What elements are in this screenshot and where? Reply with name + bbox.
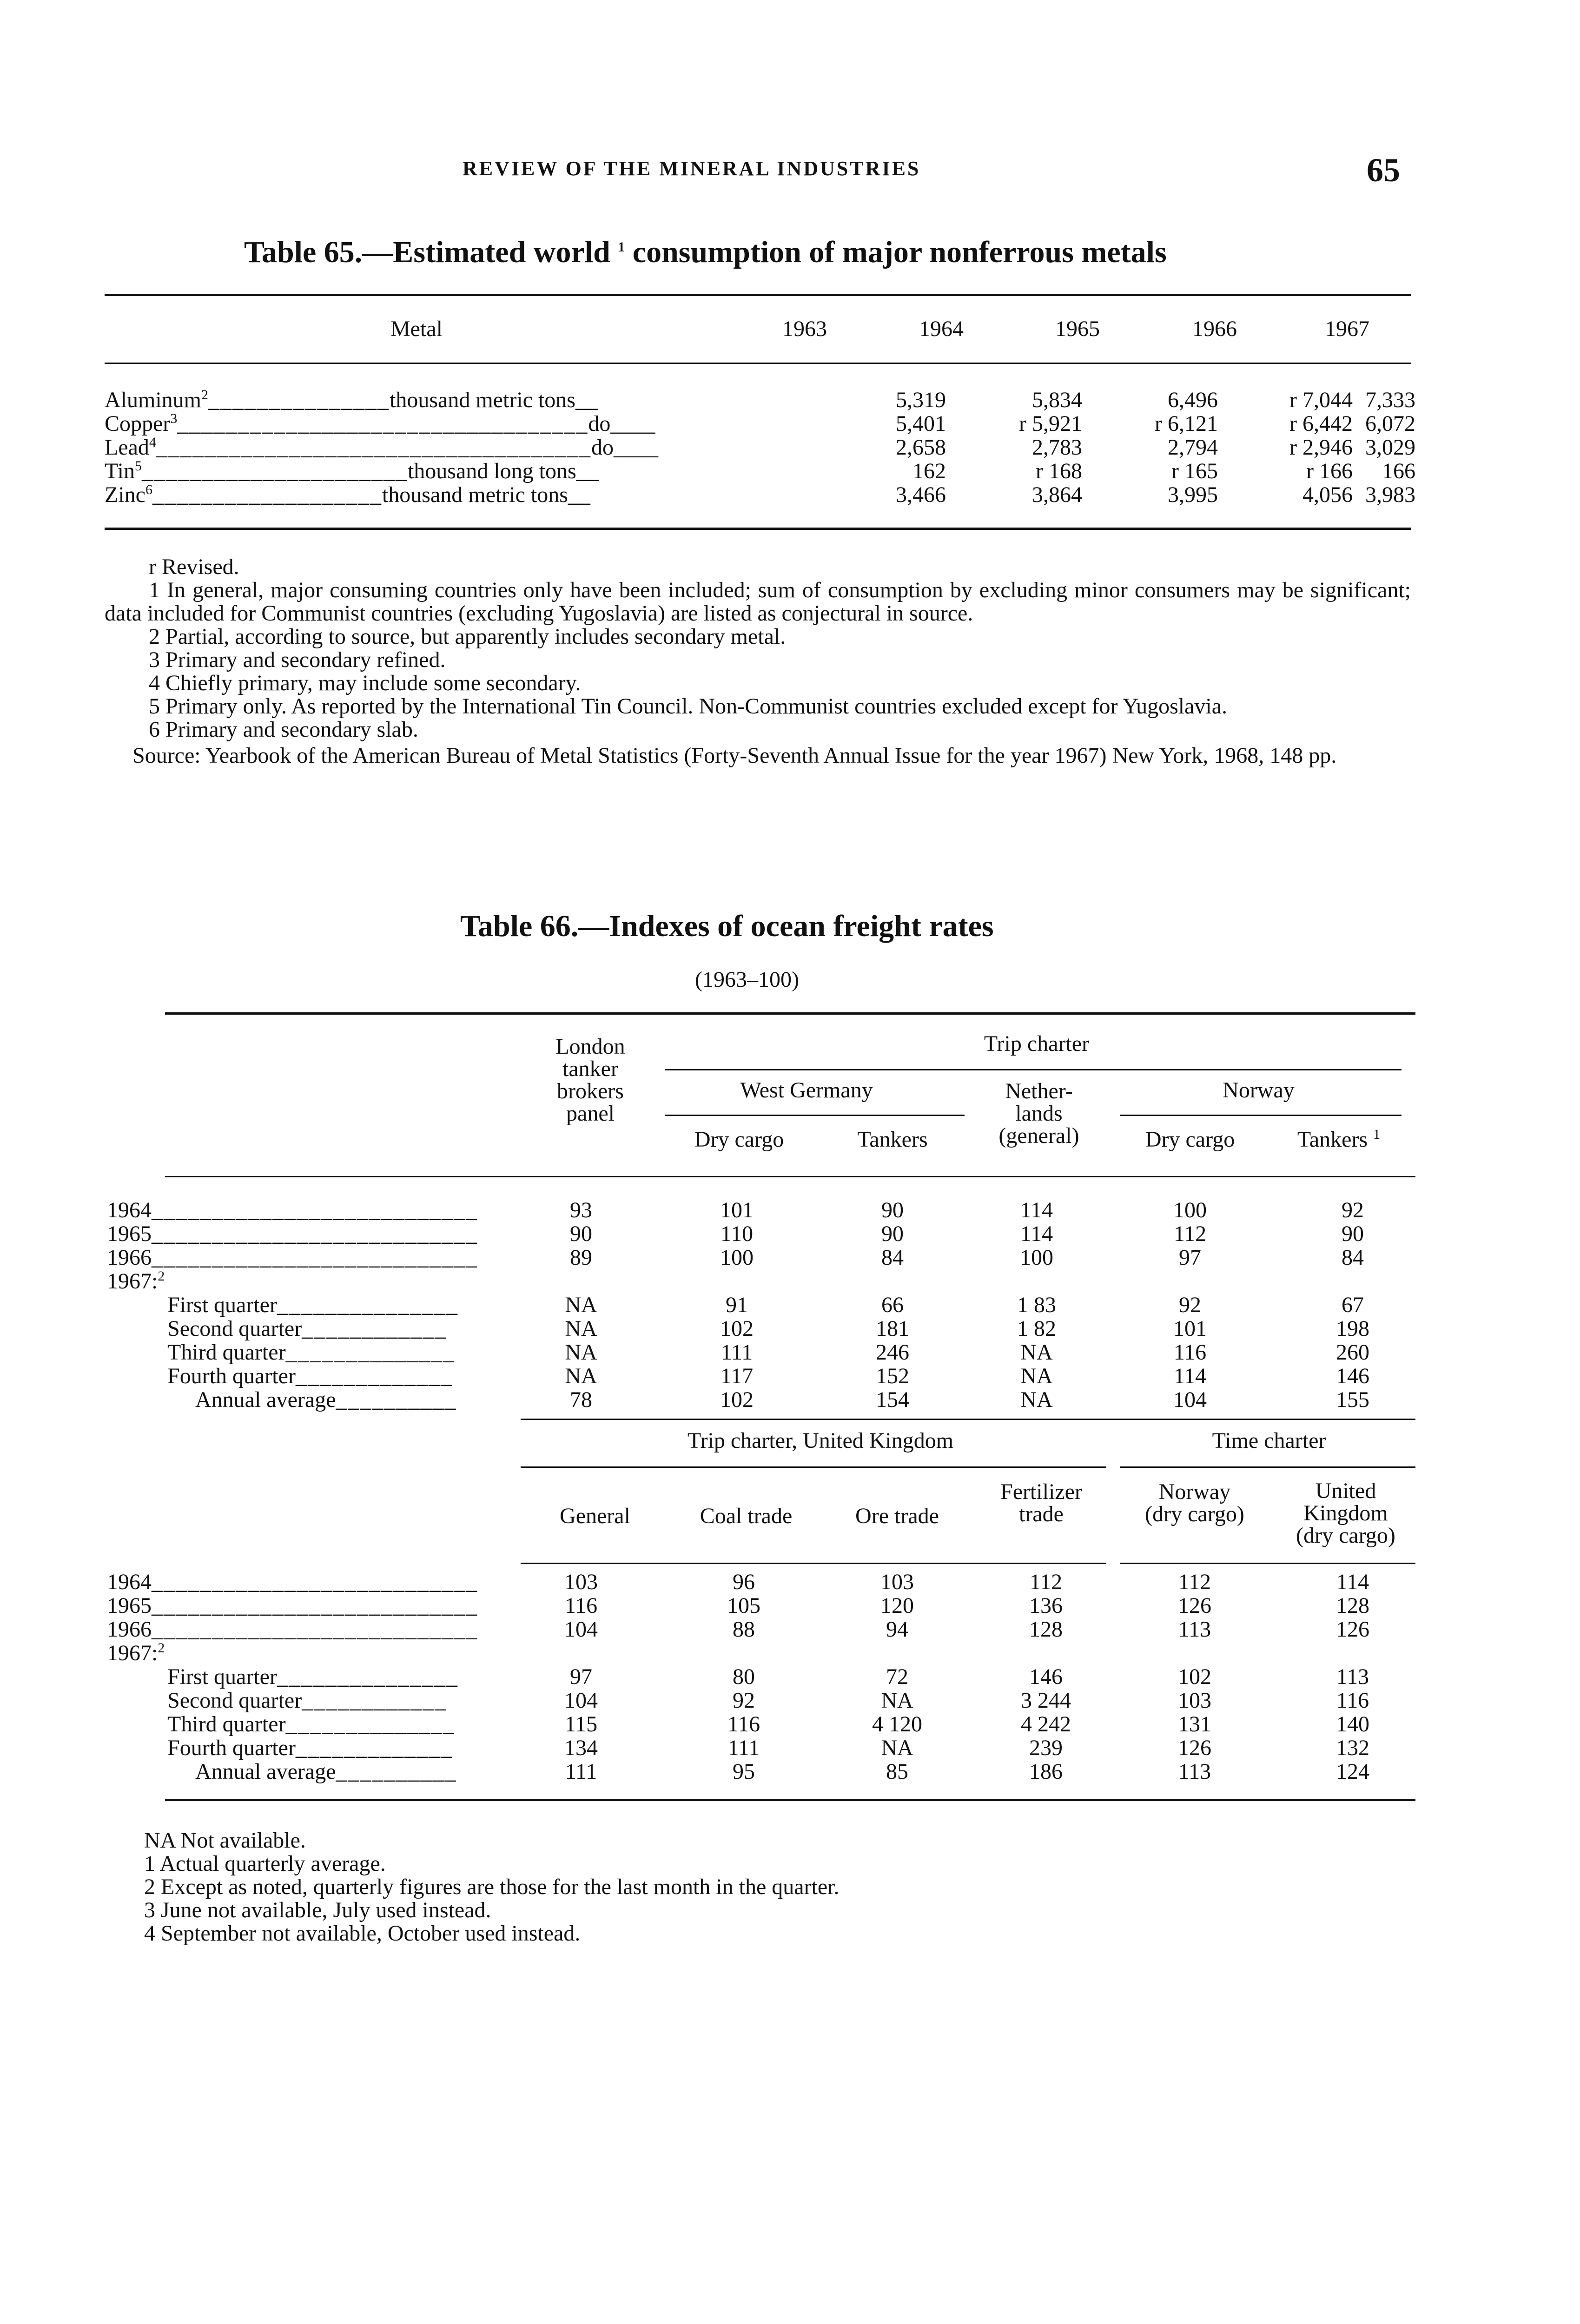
table-row: 1967:$^2$	[107, 1640, 165, 1665]
table-row: 1964___________________________ 93 101 90 114 100 92	[107, 1198, 1364, 1222]
running-title: REVIEW OF THE MINERAL INDUSTRIES	[463, 157, 921, 180]
footnote: 2 Except as noted, quarterly figures are those for the last month in the quarter.	[144, 1875, 840, 1899]
table65-col-metal: Metal	[390, 317, 443, 341]
table-row: Zinc$^6$___________________thousand metric tons__ 3,466 3,864 3,995 4,056 3,983	[105, 482, 1415, 507]
col-coal-trade: Coal trade	[700, 1504, 793, 1528]
table-row: Annual average__________ 78 102 154 NA 104 155	[195, 1387, 1369, 1412]
table-row: Fourth quarter_____________ 134 111 NA 239 126 132	[167, 1736, 1369, 1760]
table66-part2-header	[0, 1422, 1580, 1562]
table-row: Third quarter______________ 115 116 4 120 4 242 131 140	[167, 1712, 1369, 1736]
table65-footnotes	[105, 555, 1411, 767]
table-row: 1965___________________________ 90 110 90 114 112 90	[107, 1221, 1364, 1246]
footnote: 2 Partial, according to source, but apparently includes secondary metal.	[149, 624, 786, 649]
footnote: 3 June not available, July used instead.	[144, 1898, 491, 1922]
footnote: 5 Primary only. As reported by the International Tin Council. Non-Communist countries excluded except for Yugoslavia.	[149, 694, 1228, 719]
col-tankers: Tankers	[857, 1127, 928, 1152]
table-row: 1964___________________________ 103 96 103 112 112 114	[107, 1570, 1369, 1594]
table65-col-year: 1964	[919, 317, 964, 341]
table-row: Copper$^3$__________________________________do____ 5,401 r 5,921 r 6,121 r 6,442 6,072	[105, 411, 1415, 436]
table66-subtitle: (1963–100)	[695, 967, 799, 992]
col-dry-cargo: Dry cargo	[694, 1127, 784, 1152]
col-dry-cargo: Dry cargo	[1145, 1127, 1235, 1152]
table65-col-year: 1967	[1325, 317, 1369, 341]
table-row: 1966___________________________ 104 88 94 128 113 126	[107, 1617, 1369, 1642]
table65-title: Table 65.—Estimated world $^1$ consumption of major nonferrous metals	[244, 235, 1167, 269]
table-row: Second quarter____________ NA 102 181 1 82 101 198	[167, 1316, 1369, 1341]
table66-header-rule	[165, 1176, 1415, 1177]
table-row: Aluminum$^2$_______________thousand metric tons__ 5,319 5,834 6,496 r 7,044 7,333	[105, 387, 1415, 412]
page-number: 65	[1367, 152, 1400, 189]
table66-footnotes	[144, 1829, 1399, 1945]
footnote: r Revised.	[149, 555, 239, 579]
table65-bottom-rule	[105, 528, 1411, 530]
footnote: 4 Chiefly primary, may include some secondary.	[149, 671, 581, 695]
table-row: Fourth quarter_____________ NA 117 152 NA 114 146	[167, 1364, 1369, 1388]
table66-part1-header	[0, 1023, 1580, 1171]
col-london-tanker: London tanker brokers panel	[555, 1034, 625, 1126]
col-netherlands: Nether- lands (general)	[998, 1079, 1079, 1148]
col-norway-dry-cargo: Norway (dry cargo)	[1145, 1479, 1244, 1526]
group-trip-charter: Trip charter	[984, 1031, 1090, 1056]
footnote: 6 Primary and secondary slab.	[149, 717, 418, 742]
table-row: Third quarter______________ NA 111 246 NA 116 260	[167, 1340, 1369, 1365]
group-time-charter: Time charter	[1212, 1428, 1326, 1453]
table66-title: Table 66.—Indexes of ocean freight rates	[460, 909, 994, 943]
table-row: 1967:$^2$	[107, 1268, 165, 1294]
table65-col-year: 1963	[782, 317, 827, 341]
table-row: First quarter_______________ 97 80 72 146 102 113	[167, 1664, 1369, 1689]
table-row: Tin$^5$______________________thousand long tons__ 162 r 168 r 165 r 166 166	[105, 458, 1415, 483]
col-tankers-norway: Tankers $^1$	[1297, 1127, 1381, 1152]
table-row: Annual average__________ 111 95 85 186 113 124	[195, 1759, 1369, 1784]
footnote: 1 Actual quarterly average.	[144, 1851, 386, 1876]
table-row: 1965___________________________ 116 105 120 136 126 128	[107, 1593, 1369, 1618]
footnote: 1 In general, major consuming countries only have been included; sum of consumption by excluding minor consumers may be significant; data included for Communist countries (excluding Yugoslavia) are listed as conjectural in source.	[105, 578, 1411, 626]
footnote: NA Not available.	[144, 1828, 306, 1853]
table-row: Second quarter____________ 104 92 NA 3 244 103 116	[167, 1688, 1369, 1713]
table65-top-rule	[105, 294, 1411, 296]
table-row: 1966___________________________ 89 100 84 100 97 84	[107, 1245, 1364, 1270]
col-uk-dry-cargo: United Kingdom (dry cargo)	[1296, 1479, 1395, 1548]
table66-top-rule	[165, 1012, 1415, 1015]
table-row: Lead$^4$____________________________________do____ 2,658 2,783 2,794 r 2,946 3,029	[105, 435, 1415, 460]
footnote: 4 September not available, October used instead.	[144, 1921, 581, 1946]
col-ore-trade: Ore trade	[855, 1504, 939, 1528]
table65-header-row	[0, 316, 1580, 344]
group-trip-charter-uk: Trip charter, United Kingdom	[687, 1428, 954, 1453]
table65-col-year: 1965	[1055, 317, 1100, 341]
table-row: First quarter_______________ NA 91 66 1 83 92 67	[167, 1293, 1364, 1317]
col-general: General	[560, 1504, 630, 1528]
table65-col-year: 1966	[1192, 317, 1237, 341]
source-note: Source: Yearbook of the American Bureau of Metal Statistics (Forty-Seventh Annual Issue for the year 1967) New York, 1968, 148 pp.	[132, 743, 1337, 768]
group-west-germany: West Germany	[740, 1078, 873, 1103]
page-header	[0, 151, 1580, 188]
table66-bottom-rule	[165, 1799, 1415, 1801]
table65-header-rule	[105, 363, 1411, 364]
footnote: 3 Primary and secondary refined.	[149, 647, 446, 672]
col-fertilizer-trade: Fertilizer trade	[1000, 1479, 1082, 1526]
group-norway: Norway	[1223, 1078, 1295, 1103]
